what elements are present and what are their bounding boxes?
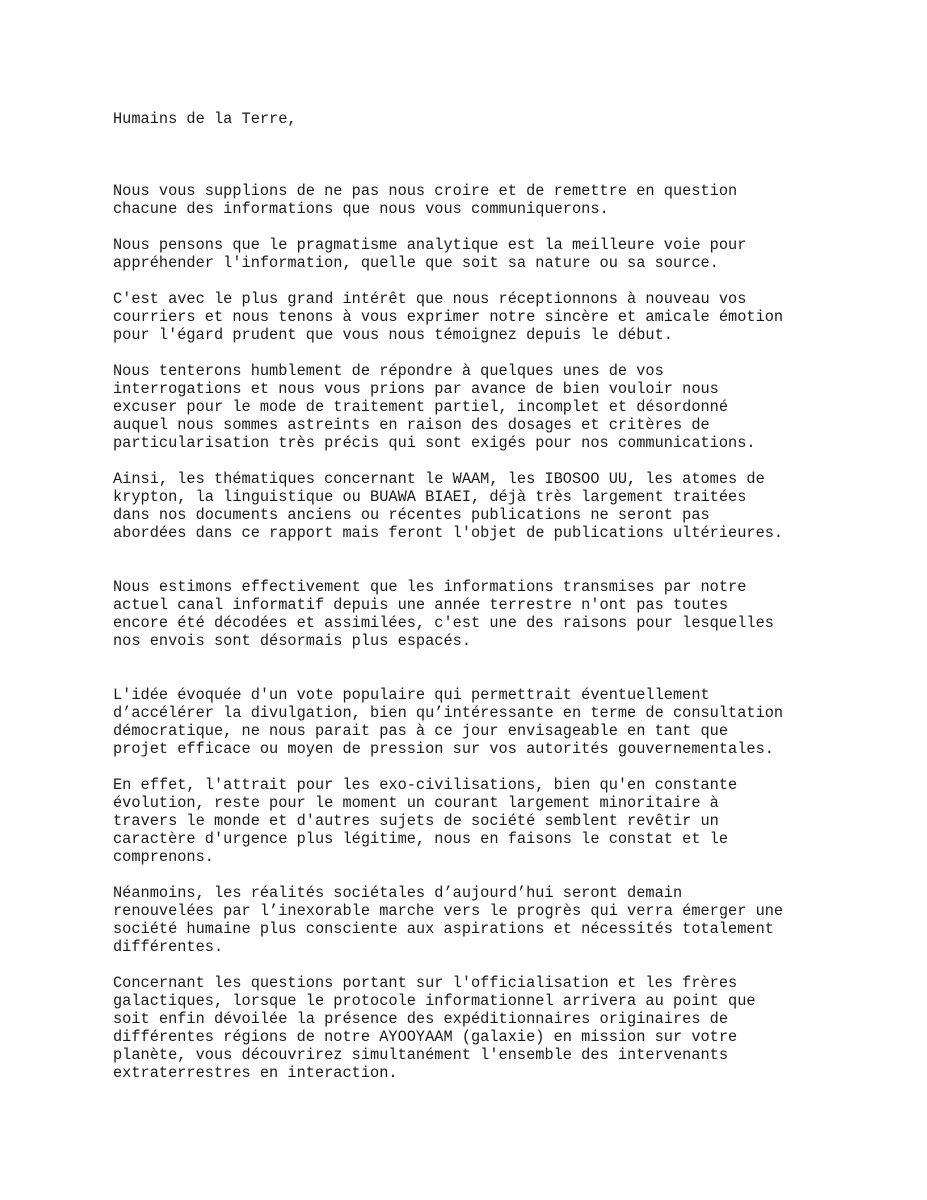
paragraph-4: Nous tenterons humblement de répondre à quelques unes de vos interrogations et nous vous prions par avance de bien vouloir nous excuser pour le mode de traitement partiel, incomplet et désordonné auquel nous sommes astreints en raison des dosages et critères de particularisation très précis qui sont exigés pour nos communications. — [113, 362, 756, 452]
paragraph-8: En effet, l'attrait pour les exo-civilisations, bien qu'en constante évolution, reste pour le moment un courant largement minoritaire à travers le monde et d'autres sujets de société semblent revêtir un caractère d'urgence plus légitime, nous en faisons le constat et le comprenons. — [113, 776, 738, 866]
paragraph-6: Nous estimons effectivement que les informations transmises par notre actuel canal informatif depuis une année terrestre n'ont pas toutes encore été décodées et assimilées, c'est une des raisons pour lesquelles nos envois sont désormais plus espacés. — [113, 578, 774, 650]
paragraph-2: Nous pensons que le pragmatisme analytique est la meilleure voie pour appréhender l'information, quelle que soit sa nature ou sa source. — [113, 236, 747, 272]
paragraph-9: Néanmoins, les réalités sociétales d’aujourd’hui seront demain renouvelées par l’inexorable marche vers le progrès qui verra émerger une société humaine plus consciente aux aspirations et nécessités totalement différentes. — [113, 884, 784, 956]
paragraph-3: C'est avec le plus grand intérêt que nous réceptionnons à nouveau vos courriers et nous tenons à vous exprimer notre sincère et amicale émotion pour l'égard prudent que vous nous témoignez depuis le début. — [113, 290, 784, 344]
paragraph-10: Concernant les questions portant sur l'officialisation et les frères galactiques, lorsque le protocole informationnel arrivera au point que soit enfin dévoilée la présence des expéditionnaires originaires de différentes régions de notre AYOOYAAM (galaxie) en mission sur votre planète, vous découvrirez simultanément l'ensemble des intervenants extraterrestres en interaction. — [113, 974, 756, 1082]
paragraph-1: Nous vous supplions de ne pas nous croire et de remettre en question chacune des informations que nous vous communiquerons. — [113, 182, 738, 218]
paragraph-7: L'idée évoquée d'un vote populaire qui permettrait éventuellement d’accélérer la divulgation, bien qu’intéressante en terme de consultation démocratique, ne nous parait pas à ce jour envisageable en tant que projet efficace ou moyen de pression sur vos autorités gouvernementales. — [113, 686, 784, 758]
paragraph-5: Ainsi, les thématiques concernant le WAAM, les IBOSOO UU, les atomes de krypton, la linguistique ou BUAWA BIAEI, déjà très largement traitées dans nos documents anciens ou récentes publications ne seront pas abordées dans ce rapport mais feront l'objet de publications ultérieures. — [113, 470, 784, 542]
salutation: Humains de la Terre, — [113, 110, 297, 128]
